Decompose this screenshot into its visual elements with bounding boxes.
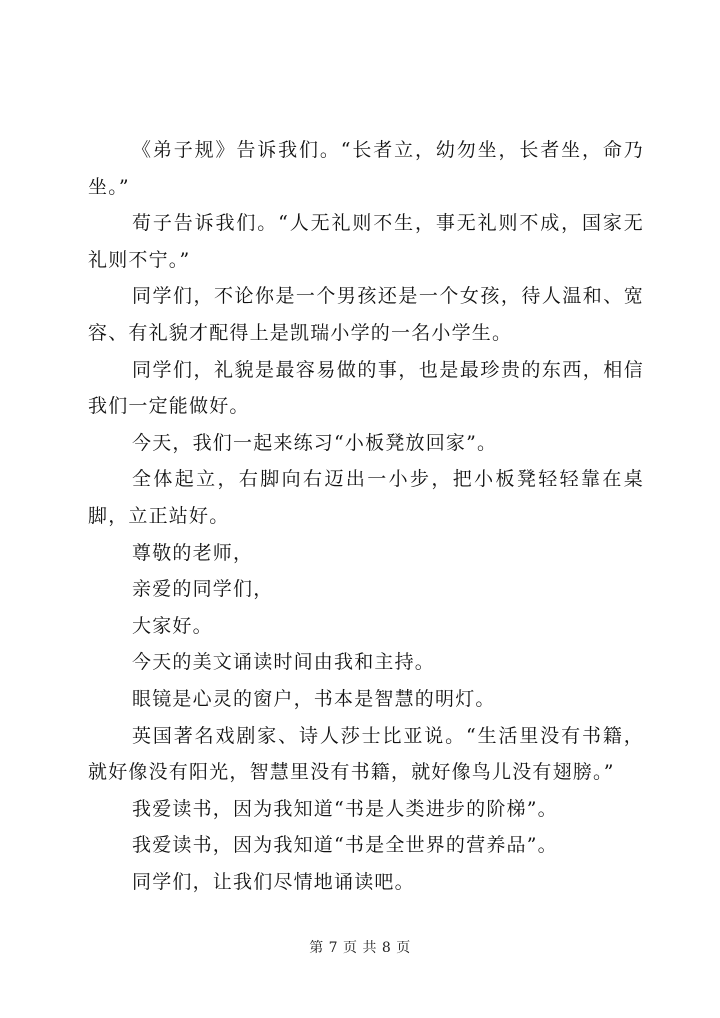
document-body	[88, 132, 644, 900]
paragraph: 同学们，不论你是一个男孩还是一个女孩，待人温和、宽容、有礼貌才配得上是凯瑞小学的一名小学生。	[88, 285, 644, 344]
paragraph: 全体起立，右脚向右迈出一小步，把小板凳轻轻靠在桌脚，立正站好。	[88, 468, 644, 527]
paragraph: 英国著名戏剧家、诗人莎士比亚说。“生活里没有书籍，就好像没有阳光，智慧里没有书籍，就好像鸟儿没有翅膀。”	[88, 724, 644, 784]
paragraph: 同学们，让我们尽情地诵读吧。	[132, 870, 415, 893]
paragraph: 眼镜是心灵的窗户，书本是智慧的明灯。	[132, 687, 496, 710]
page-footer: 第 7 页 共 8 页	[309, 940, 411, 956]
paragraph: 荀子告诉我们。“人无礼则不生，事无礼则不成，国家无礼则不宁。”	[88, 212, 644, 271]
paragraph: 我爱读书，因为我知道“书是全世界的营养品”。	[132, 834, 558, 857]
paragraph: 亲爱的同学们，	[132, 578, 274, 601]
paragraph: 今天，我们一起来练习“小板凳放回家”。	[132, 431, 498, 454]
paragraph: 《弟子规》告诉我们。“长者立，幼勿坐，长者坐，命乃坐。”	[88, 139, 644, 198]
paragraph: 今天的美文诵读时间由我和主持。	[132, 651, 436, 674]
paragraph: 我爱读书，因为我知道“书是人类进步的阶梯”。	[132, 797, 558, 820]
paragraph: 尊敬的老师，	[132, 541, 254, 564]
paragraph: 大家好。	[132, 614, 213, 637]
paragraph: 同学们，礼貌是最容易做的事，也是最珍贵的东西，相信我们一定能做好。	[88, 358, 644, 418]
